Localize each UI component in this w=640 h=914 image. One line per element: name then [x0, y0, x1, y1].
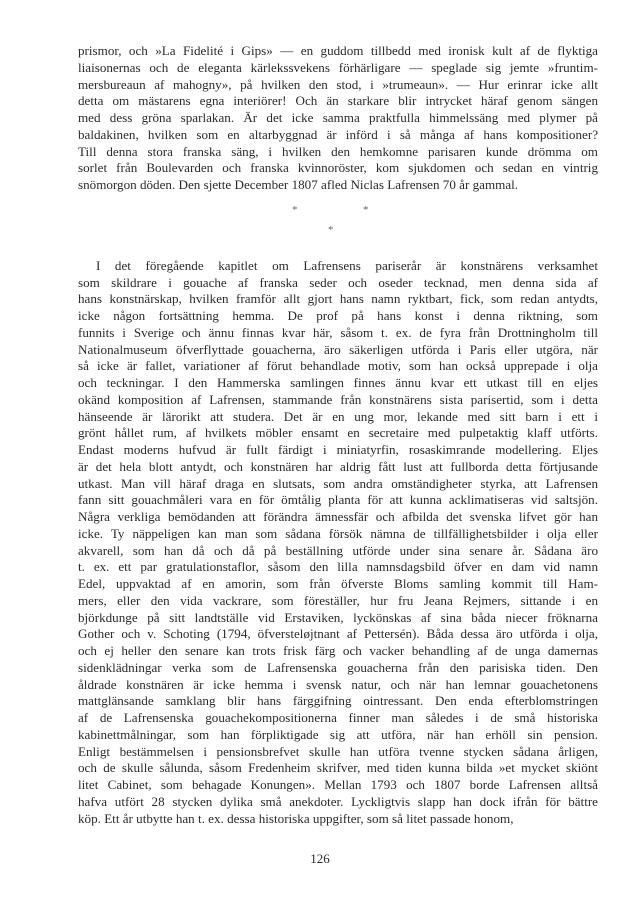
- text-line: Enligt bestämmelsen i pensionsbrefvet skulle han utföra tvenne stycken sådana årligen,: [78, 743, 598, 759]
- separator-asterisk: *: [328, 223, 334, 236]
- separator-asterisk: *: [363, 203, 369, 216]
- text-line: hans konstnärskap, hvilken framför allt gjort hans namn ryktbart, fick, som redan antydts,: [78, 291, 598, 307]
- text-line: okänd komposition af Lafrensen, stammande från konstnärens sista parisertid, som i detta: [78, 391, 598, 407]
- text-line: snömorgon döden. Den sjette December 1807 afled Niclas Lafrensen 70 år gammal.: [78, 177, 519, 192]
- book-page: [78, 43, 598, 827]
- text-line: hafva utfört 28 stycken dylika små anekdoter. Lyckligtvis slapp han dock ifrån för bättre: [78, 793, 598, 809]
- text-line: och teckningar. I den Hammerska samlingen finnes ännu kvar ett utkast till en eljes: [78, 375, 598, 390]
- text-line: litet Cabinet, som behagade Konungen». Mellan 1793 och 1807 borde Lafrensen alltså: [78, 777, 598, 792]
- text-line: prismor, och »La Fidelité i Gips» — en guddom tillbedd med ironisk kult af de flyktiga: [78, 43, 598, 58]
- text-line: och ej heller den senare kan trots frisk färg och vacker behandling af de unga damernas: [78, 643, 598, 658]
- text-line: baldakinen, hvilken som en altarbyggnad är införd i så många af hans kompositioner?: [78, 126, 598, 142]
- text-line: sidenklädningar verka som de Lafrensenska gouacherna från den parisiska tiden. Den: [78, 659, 598, 675]
- text-line: detta om mästarens egna interiörer! Och än starkare blir intrycket häraf genom sängen: [78, 93, 598, 109]
- text-line: köp. Ett år utbytte han t. ex. dessa historiska uppgifter, som så litet passade honom,: [78, 810, 514, 826]
- text-line: t. ex. ett par gratulationstaflor, såsom den lilla namnsdagsbild öfver en dam vid namn: [78, 559, 598, 575]
- text-line: åldrade konstnären är icke hemma i svensk natur, och när han lemnar gouachetonens: [78, 676, 598, 692]
- text-line: så icke är fallet, variationer af förut behandlade motiv, som han också upprepade i olja: [78, 358, 598, 374]
- text-line: Några verkliga bemödanden att förändra ämnessfär och afbilda det svenska lifvet gör han: [78, 509, 598, 524]
- text-line: björkdunge på sitt landtställe vid Erstaviken, lyckönskas af sina båda niecer fröknarna: [78, 609, 598, 625]
- text-line: icke någon fortsättning hemma. De prof på hans konst i denna riktning, som: [78, 308, 598, 323]
- text-line: som skildrare i gouache af franska seder och oseder tecknad, men denna sida af: [78, 274, 598, 290]
- text-line: Gother och v. Schoting (1794, öfversteløjtnant af Pettersén). Båda dessa äro utförda i olja,: [78, 626, 598, 642]
- text-line: mers, eller den vida vackrare, som föreställer, hur fru Jeana Rejmers, sittande i en: [78, 592, 598, 608]
- text-line: Endast moderns hufvud är fullt färdigt i miniatyrfin, rosaskimrande modellering. Eljes: [78, 442, 598, 457]
- page-number: 126: [310, 851, 330, 866]
- text-line: Edel, uppvaktad af en amorin, som från öfverste Bloms samling kommit till Ham-: [78, 576, 598, 591]
- text-line: med dess gröna sparlakan. Är det icke samma praktfulla himmelssäng med plymer på: [78, 110, 598, 125]
- text-line: kabinettmålningar, som han förpliktigade sig att utföra, när han erhöll sin pension.: [78, 726, 598, 742]
- text-line: liaisonernas och de eleganta kärlekssvekens förhärligare — speglade sig jemte »fruntim-: [78, 59, 598, 75]
- text-line: funnits i Sverige och ännu finnas kvar här, såsom t. ex. de fyra från Drottningholm till: [78, 324, 598, 340]
- paragraph-2: [78, 258, 598, 828]
- text-line: sorlet från Boulevarden och franska kvinnoröster, kom sjukdomen och sedan en vintrig: [78, 160, 598, 176]
- text-line: Nationalmuseum öfverflyttade gouacherna, äro säkerligen utförda i Paris eller utgöra, när: [78, 341, 598, 357]
- text-line: af de Lafrensenska gouachekompositionerna finner man således i de små historiska: [78, 710, 598, 725]
- text-line: Till denna stora franska säng, i hvilken den hemkomne parisaren kunde drömma om: [78, 143, 598, 159]
- text-line: mattglänsande samklang blir hans färggifning ointressant. Den enda efterblomstringen: [78, 693, 598, 709]
- text-line: fann sitt gouachmåleri vara en för ömtålig planta för att kunna acklimatiseras vid saltsjön.: [78, 492, 598, 508]
- text-line: grönt hållet rum, af hvilkets möbler ensamt en secretaire med pulpetaktig klaff utförts.: [78, 425, 598, 441]
- text-line: mersbureaun af mahogny», på hvilken den stod, i »trumeaun». — Hur erinrar icke allt: [78, 76, 598, 92]
- text-line: utkast. Man vill häraf draga en slutsats, som andra omständigheter styrka, att Lafrensen: [78, 475, 598, 491]
- text-line: icke. Ty näppeligen kan man som sådana försök nämna de tillfällighetsbilder i olja eller: [78, 525, 598, 541]
- text-line: hänseende är lärorikt att studera. Det är en ung mor, lekande med sitt barn i ett i: [78, 408, 598, 424]
- section-separator: [78, 198, 598, 246]
- separator-asterisk: *: [292, 203, 298, 216]
- text-line: I det föregående kapitlet om Lafrensens pariserår är konstnärens verksamhet: [96, 257, 598, 273]
- text-line: och de skulle sålunda, såsom Fredenheim skrifver, med tiden kunna bilda »et mycket skiönt: [78, 760, 598, 776]
- text-line: är det hela blott antydt, och konstnären har aldrig fått lust att fullborda detta förtjusande: [78, 458, 598, 474]
- paragraph-1: [78, 43, 598, 194]
- text-line: akvarell, som han då och då på beställning utförde under sina senare år. Sådana äro: [78, 542, 598, 558]
